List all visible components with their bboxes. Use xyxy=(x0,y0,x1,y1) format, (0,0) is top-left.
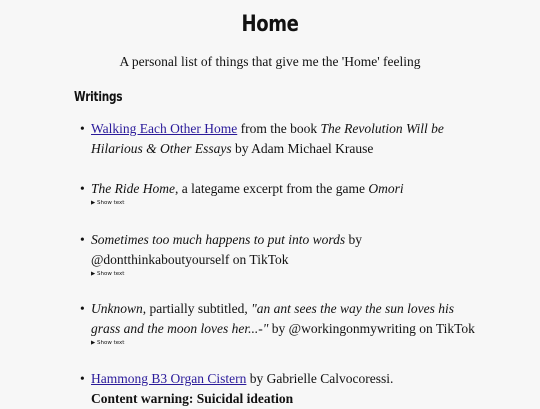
bullet: • xyxy=(80,232,85,247)
item-text: by @workingonmywriting on TikTok xyxy=(268,321,475,336)
page-title: Home xyxy=(241,12,299,37)
book-title: The Revolution Will be Hilarious & Other Essays xyxy=(91,121,444,156)
list-item xyxy=(80,179,480,208)
game-title: Omori xyxy=(368,181,404,196)
work-title: Unknown xyxy=(91,301,143,316)
item-body xyxy=(91,230,480,270)
list-item xyxy=(80,369,480,409)
quote-subtitle: "an ant sees the way the sun loves his grass and the moon loves her...-" xyxy=(91,301,454,336)
item-text: , a lategame excerpt from the game xyxy=(174,181,369,196)
section-heading-writings: Writings xyxy=(74,89,123,105)
work-title: The Ride Home xyxy=(91,181,175,196)
bullet: • xyxy=(80,181,85,196)
item-text: by Gabrielle Calvocoressi. xyxy=(246,371,394,386)
item-text: by Adam Michael Krause xyxy=(231,141,374,156)
item-body xyxy=(91,179,480,199)
item-text: by @dontthinkaboutyourself on TikTok xyxy=(91,232,362,267)
item-body xyxy=(91,369,480,389)
item-body xyxy=(91,119,480,159)
list-item xyxy=(80,230,480,279)
bullet: • xyxy=(80,301,85,316)
item-text: from the book xyxy=(237,121,321,136)
item-text: , partially subtitled, xyxy=(142,301,252,316)
item-body xyxy=(91,299,480,339)
show-text-toggle[interactable]: ▶ Show text xyxy=(91,340,125,346)
hammong-organ-cistern-link[interactable]: Hammong B3 Organ Cistern xyxy=(91,371,247,386)
page-subtitle: A personal list of things that give me the 'Home' feeling xyxy=(119,54,421,69)
bullet: • xyxy=(80,121,85,136)
bullet: • xyxy=(80,371,85,386)
content-warning: Content warning: Suicidal ideation xyxy=(91,391,294,406)
list-item xyxy=(80,119,480,159)
show-text-toggle[interactable]: ▶ Show text xyxy=(91,200,125,206)
walking-each-other-home-link[interactable]: Walking Each Other Home xyxy=(91,121,238,136)
work-title: Sometimes too much happens to put into words xyxy=(91,232,346,247)
list-item xyxy=(80,299,480,348)
show-text-toggle[interactable]: ▶ Show text xyxy=(91,271,125,277)
